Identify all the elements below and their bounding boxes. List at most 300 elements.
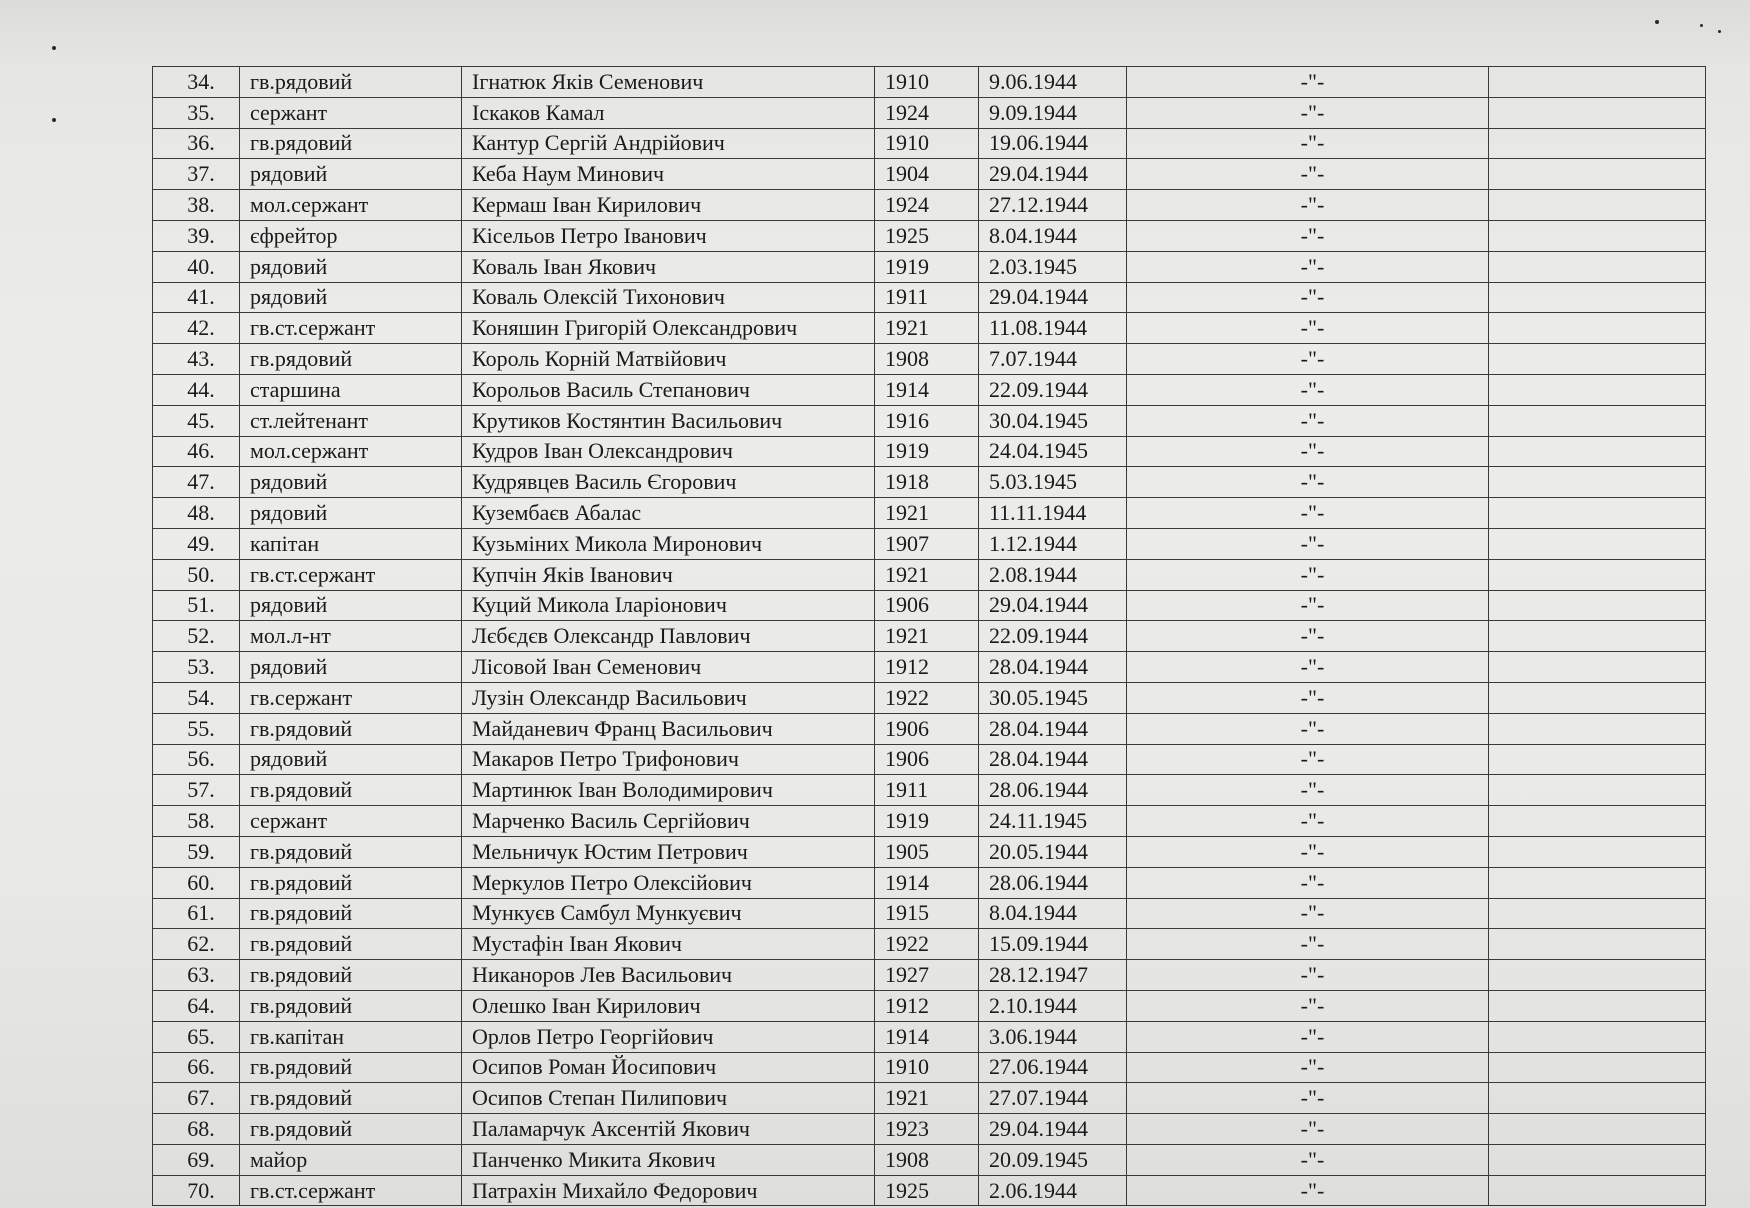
note-cell [1489,775,1706,806]
death-date-cell: 15.09.1944 [979,929,1127,960]
full-name-cell: Меркулов Петро Олексійович [462,867,875,898]
birth-year-cell: 1906 [875,713,979,744]
birth-year-cell: 1910 [875,1052,979,1083]
note-cell [1489,344,1706,375]
rank-cell: рядовий [240,467,462,498]
full-name-cell: Коваль Олексій Тихонович [462,282,875,313]
ditto-mark-cell: -"- [1127,436,1489,467]
row-number-cell: 67. [153,1083,240,1114]
table-row [153,67,1706,98]
death-date-cell: 24.04.1945 [979,436,1127,467]
full-name-cell: Кудрявцев Василь Єгорович [462,467,875,498]
rank-cell: мол.л-нт [240,621,462,652]
ditto-mark-cell: -"- [1127,990,1489,1021]
death-date-cell: 7.07.1944 [979,344,1127,375]
ditto-mark-cell: -"- [1127,220,1489,251]
table-row [153,251,1706,282]
full-name-cell: Куций Микола Іларіонович [462,590,875,621]
death-date-cell: 22.09.1944 [979,621,1127,652]
table-row [153,1021,1706,1052]
note-cell [1489,159,1706,190]
note-cell [1489,67,1706,98]
death-date-cell: 27.12.1944 [979,190,1127,221]
full-name-cell: Коняшин Григорій Олександрович [462,313,875,344]
ditto-mark-cell: -"- [1127,1083,1489,1114]
full-name-cell: Мельничук Юстим Петрович [462,836,875,867]
full-name-cell: Кеба Наум Минович [462,159,875,190]
note-cell [1489,621,1706,652]
death-date-cell: 5.03.1945 [979,467,1127,498]
table-row [153,559,1706,590]
ditto-mark-cell: -"- [1127,467,1489,498]
rank-cell: гв.капітан [240,1021,462,1052]
birth-year-cell: 1908 [875,1144,979,1175]
death-date-cell: 8.04.1944 [979,898,1127,929]
table-row [153,1144,1706,1175]
birth-year-cell: 1910 [875,128,979,159]
death-date-cell: 28.12.1947 [979,960,1127,991]
full-name-cell: Кермаш Іван Кирилович [462,190,875,221]
table-row [153,713,1706,744]
row-number-cell: 55. [153,713,240,744]
note-cell [1489,374,1706,405]
ditto-mark-cell: -"- [1127,713,1489,744]
note-cell [1489,128,1706,159]
full-name-cell: Орлов Петро Георгійович [462,1021,875,1052]
note-cell [1489,282,1706,313]
rank-cell: гв.рядовий [240,929,462,960]
row-number-cell: 51. [153,590,240,621]
scan-speck [52,118,56,122]
full-name-cell: Кузьміних Микола Миронович [462,528,875,559]
row-number-cell: 70. [153,1175,240,1206]
death-date-cell: 28.04.1944 [979,652,1127,683]
birth-year-cell: 1914 [875,867,979,898]
birth-year-cell: 1921 [875,313,979,344]
full-name-cell: Крутиков Костянтин Васильович [462,405,875,436]
death-date-cell: 28.06.1944 [979,775,1127,806]
note-cell [1489,251,1706,282]
ditto-mark-cell: -"- [1127,67,1489,98]
table-row [153,806,1706,837]
row-number-cell: 49. [153,528,240,559]
birth-year-cell: 1916 [875,405,979,436]
full-name-cell: Король Корній Матвійович [462,344,875,375]
row-number-cell: 68. [153,1114,240,1145]
note-cell [1489,220,1706,251]
table-row [153,929,1706,960]
note-cell [1489,498,1706,529]
full-name-cell: Майданевич Франц Васильович [462,713,875,744]
rank-cell: рядовий [240,251,462,282]
rank-cell: сержант [240,806,462,837]
full-name-cell: Кудров Іван Олександрович [462,436,875,467]
birth-year-cell: 1914 [875,1021,979,1052]
death-date-cell: 1.12.1944 [979,528,1127,559]
note-cell [1489,898,1706,929]
birth-year-cell: 1912 [875,652,979,683]
death-date-cell: 30.04.1945 [979,405,1127,436]
ditto-mark-cell: -"- [1127,528,1489,559]
birth-year-cell: 1921 [875,498,979,529]
death-date-cell: 29.04.1944 [979,282,1127,313]
ditto-mark-cell: -"- [1127,251,1489,282]
rank-cell: мол.сержант [240,190,462,221]
ditto-mark-cell: -"- [1127,498,1489,529]
row-number-cell: 61. [153,898,240,929]
note-cell [1489,528,1706,559]
scan-speck [1700,24,1703,27]
table-row [153,867,1706,898]
note-cell [1489,97,1706,128]
table-row [153,744,1706,775]
note-cell [1489,682,1706,713]
table-row [153,836,1706,867]
row-number-cell: 40. [153,251,240,282]
note-cell [1489,990,1706,1021]
full-name-cell: Патрахін Михайло Федорович [462,1175,875,1206]
table-row [153,159,1706,190]
note-cell [1489,652,1706,683]
birth-year-cell: 1924 [875,97,979,128]
death-date-cell: 22.09.1944 [979,374,1127,405]
row-number-cell: 66. [153,1052,240,1083]
note-cell [1489,806,1706,837]
table-row [153,97,1706,128]
note-cell [1489,1114,1706,1145]
ditto-mark-cell: -"- [1127,344,1489,375]
note-cell [1489,960,1706,991]
table-row [153,344,1706,375]
birth-year-cell: 1914 [875,374,979,405]
full-name-cell: Ігнатюк Яків Семенович [462,67,875,98]
note-cell [1489,1052,1706,1083]
rank-cell: ст.лейтенант [240,405,462,436]
table-row [153,621,1706,652]
death-date-cell: 2.06.1944 [979,1175,1127,1206]
row-number-cell: 46. [153,436,240,467]
ditto-mark-cell: -"- [1127,313,1489,344]
ditto-mark-cell: -"- [1127,1175,1489,1206]
rank-cell: гв.рядовий [240,775,462,806]
rank-cell: мол.сержант [240,436,462,467]
row-number-cell: 54. [153,682,240,713]
full-name-cell: Никаноров Лев Васильович [462,960,875,991]
birth-year-cell: 1911 [875,282,979,313]
note-cell [1489,1144,1706,1175]
table-row [153,405,1706,436]
full-name-cell: Купчін Яків Іванович [462,559,875,590]
rank-cell: гв.рядовий [240,344,462,375]
birth-year-cell: 1919 [875,806,979,837]
death-date-cell: 27.07.1944 [979,1083,1127,1114]
birth-year-cell: 1907 [875,528,979,559]
birth-year-cell: 1912 [875,990,979,1021]
note-cell [1489,467,1706,498]
ditto-mark-cell: -"- [1127,744,1489,775]
death-date-cell: 3.06.1944 [979,1021,1127,1052]
row-number-cell: 53. [153,652,240,683]
roster-body [153,67,1706,1206]
ditto-mark-cell: -"- [1127,867,1489,898]
birth-year-cell: 1925 [875,1175,979,1206]
death-date-cell: 29.04.1944 [979,1114,1127,1145]
row-number-cell: 50. [153,559,240,590]
table-row [153,128,1706,159]
rank-cell: гв.рядовий [240,990,462,1021]
birth-year-cell: 1921 [875,621,979,652]
ditto-mark-cell: -"- [1127,621,1489,652]
death-date-cell: 2.08.1944 [979,559,1127,590]
birth-year-cell: 1919 [875,251,979,282]
ditto-mark-cell: -"- [1127,775,1489,806]
death-date-cell: 9.09.1944 [979,97,1127,128]
full-name-cell: Паламарчук Аксентій Якович [462,1114,875,1145]
ditto-mark-cell: -"- [1127,836,1489,867]
row-number-cell: 39. [153,220,240,251]
scan-speck [52,46,56,50]
full-name-cell: Лузін Олександр Васильович [462,682,875,713]
birth-year-cell: 1911 [875,775,979,806]
ditto-mark-cell: -"- [1127,1021,1489,1052]
full-name-cell: Кузембаєв Абалас [462,498,875,529]
death-date-cell: 2.10.1944 [979,990,1127,1021]
scan-speck [1655,20,1659,24]
ditto-mark-cell: -"- [1127,559,1489,590]
birth-year-cell: 1904 [875,159,979,190]
birth-year-cell: 1922 [875,682,979,713]
note-cell [1489,1021,1706,1052]
ditto-mark-cell: -"- [1127,590,1489,621]
rank-cell: старшина [240,374,462,405]
table-row [153,528,1706,559]
rank-cell: рядовий [240,159,462,190]
row-number-cell: 63. [153,960,240,991]
full-name-cell: Кісельов Петро Іванович [462,220,875,251]
table-row [153,1114,1706,1145]
ditto-mark-cell: -"- [1127,929,1489,960]
note-cell [1489,713,1706,744]
ditto-mark-cell: -"- [1127,652,1489,683]
note-cell [1489,590,1706,621]
rank-cell: рядовий [240,282,462,313]
rank-cell: рядовий [240,590,462,621]
full-name-cell: Мункуєв Самбул Мункуєвич [462,898,875,929]
rank-cell: гв.ст.сержант [240,313,462,344]
full-name-cell: Лєбєдєв Олександр Павлович [462,621,875,652]
row-number-cell: 52. [153,621,240,652]
ditto-mark-cell: -"- [1127,190,1489,221]
rank-cell: гв.рядовий [240,898,462,929]
death-date-cell: 8.04.1944 [979,220,1127,251]
roster-table [152,66,1706,1206]
birth-year-cell: 1925 [875,220,979,251]
table-row [153,1083,1706,1114]
rank-cell: гв.рядовий [240,960,462,991]
row-number-cell: 42. [153,313,240,344]
row-number-cell: 62. [153,929,240,960]
birth-year-cell: 1922 [875,929,979,960]
full-name-cell: Іскаков Камал [462,97,875,128]
rank-cell: гв.рядовий [240,1083,462,1114]
rank-cell: рядовий [240,652,462,683]
death-date-cell: 28.06.1944 [979,867,1127,898]
death-date-cell: 30.05.1945 [979,682,1127,713]
death-date-cell: 28.04.1944 [979,713,1127,744]
ditto-mark-cell: -"- [1127,97,1489,128]
rank-cell: гв.рядовий [240,867,462,898]
birth-year-cell: 1908 [875,344,979,375]
birth-year-cell: 1921 [875,1083,979,1114]
ditto-mark-cell: -"- [1127,898,1489,929]
rank-cell: гв.рядовий [240,67,462,98]
rank-cell: гв.рядовий [240,128,462,159]
table-row [153,467,1706,498]
death-date-cell: 27.06.1944 [979,1052,1127,1083]
table-row [153,220,1706,251]
row-number-cell: 35. [153,97,240,128]
ditto-mark-cell: -"- [1127,128,1489,159]
table-row [153,775,1706,806]
row-number-cell: 59. [153,836,240,867]
full-name-cell: Лісовой Іван Семенович [462,652,875,683]
birth-year-cell: 1905 [875,836,979,867]
table-row [153,682,1706,713]
ditto-mark-cell: -"- [1127,282,1489,313]
table-row [153,282,1706,313]
full-name-cell: Осипов Роман Йосипович [462,1052,875,1083]
row-number-cell: 48. [153,498,240,529]
full-name-cell: Мартинюк Іван Володимирович [462,775,875,806]
death-date-cell: 19.06.1944 [979,128,1127,159]
rank-cell: гв.рядовий [240,1114,462,1145]
table-row [153,498,1706,529]
row-number-cell: 56. [153,744,240,775]
full-name-cell: Панченко Микита Якович [462,1144,875,1175]
death-date-cell: 11.08.1944 [979,313,1127,344]
death-date-cell: 20.05.1944 [979,836,1127,867]
row-number-cell: 43. [153,344,240,375]
birth-year-cell: 1906 [875,744,979,775]
birth-year-cell: 1915 [875,898,979,929]
table-row [153,990,1706,1021]
ditto-mark-cell: -"- [1127,405,1489,436]
rank-cell: гв.ст.сержант [240,559,462,590]
full-name-cell: Кантур Сергій Андрійович [462,128,875,159]
table-row [153,960,1706,991]
note-cell [1489,867,1706,898]
ditto-mark-cell: -"- [1127,682,1489,713]
full-name-cell: Мустафін Іван Якович [462,929,875,960]
rank-cell: гв.рядовий [240,713,462,744]
birth-year-cell: 1921 [875,559,979,590]
row-number-cell: 47. [153,467,240,498]
death-date-cell: 11.11.1944 [979,498,1127,529]
table-row [153,1052,1706,1083]
note-cell [1489,405,1706,436]
death-date-cell: 29.04.1944 [979,590,1127,621]
ditto-mark-cell: -"- [1127,806,1489,837]
rank-cell: гв.сержант [240,682,462,713]
table-row [153,652,1706,683]
rank-cell: сержант [240,97,462,128]
birth-year-cell: 1910 [875,67,979,98]
rank-cell: єфрейтор [240,220,462,251]
row-number-cell: 69. [153,1144,240,1175]
birth-year-cell: 1919 [875,436,979,467]
note-cell [1489,744,1706,775]
full-name-cell: Корольов Василь Степанович [462,374,875,405]
full-name-cell: Марченко Василь Сергійович [462,806,875,837]
death-date-cell: 9.06.1944 [979,67,1127,98]
ditto-mark-cell: -"- [1127,960,1489,991]
death-date-cell: 2.03.1945 [979,251,1127,282]
note-cell [1489,313,1706,344]
row-number-cell: 37. [153,159,240,190]
full-name-cell: Коваль Іван Якович [462,251,875,282]
rank-cell: рядовий [240,744,462,775]
full-name-cell: Олешко Іван Кирилович [462,990,875,1021]
death-date-cell: 28.04.1944 [979,744,1127,775]
birth-year-cell: 1923 [875,1114,979,1145]
rank-cell: майор [240,1144,462,1175]
table-row [153,313,1706,344]
table-row [153,374,1706,405]
row-number-cell: 64. [153,990,240,1021]
ditto-mark-cell: -"- [1127,1114,1489,1145]
ditto-mark-cell: -"- [1127,1052,1489,1083]
table-row [153,590,1706,621]
row-number-cell: 36. [153,128,240,159]
row-number-cell: 60. [153,867,240,898]
birth-year-cell: 1906 [875,590,979,621]
table-row [153,436,1706,467]
row-number-cell: 57. [153,775,240,806]
ditto-mark-cell: -"- [1127,159,1489,190]
rank-cell: гв.рядовий [240,836,462,867]
death-date-cell: 20.09.1945 [979,1144,1127,1175]
row-number-cell: 65. [153,1021,240,1052]
note-cell [1489,1083,1706,1114]
death-date-cell: 24.11.1945 [979,806,1127,837]
scan-speck [1718,30,1721,33]
full-name-cell: Макаров Петро Трифонович [462,744,875,775]
row-number-cell: 38. [153,190,240,221]
table-row [153,898,1706,929]
row-number-cell: 58. [153,806,240,837]
full-name-cell: Осипов Степан Пилипович [462,1083,875,1114]
row-number-cell: 44. [153,374,240,405]
table-row [153,1175,1706,1206]
note-cell [1489,1175,1706,1206]
death-date-cell: 29.04.1944 [979,159,1127,190]
birth-year-cell: 1927 [875,960,979,991]
note-cell [1489,190,1706,221]
row-number-cell: 41. [153,282,240,313]
rank-cell: капітан [240,528,462,559]
birth-year-cell: 1918 [875,467,979,498]
note-cell [1489,559,1706,590]
row-number-cell: 45. [153,405,240,436]
row-number-cell: 34. [153,67,240,98]
note-cell [1489,929,1706,960]
rank-cell: гв.ст.сержант [240,1175,462,1206]
note-cell [1489,436,1706,467]
rank-cell: рядовий [240,498,462,529]
rank-cell: гв.рядовий [240,1052,462,1083]
note-cell [1489,836,1706,867]
ditto-mark-cell: -"- [1127,374,1489,405]
